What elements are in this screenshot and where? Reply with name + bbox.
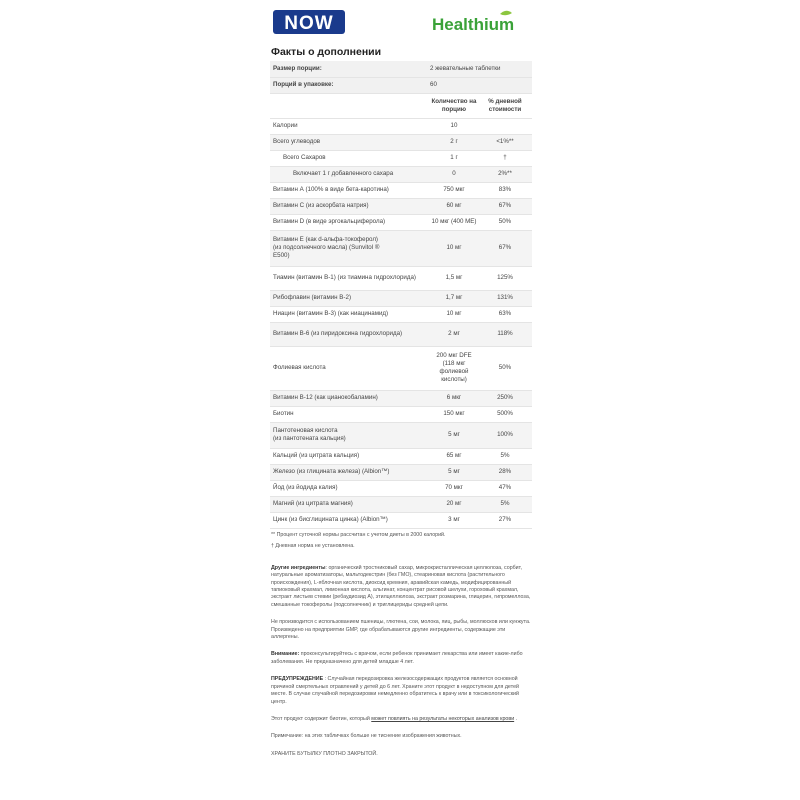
amount-column-header: Количество на порцию bbox=[430, 93, 478, 118]
serving-size-value: 2 жевательные таблетки bbox=[430, 61, 532, 77]
nutrient-name: Цинк (из бисглицината цинка) (Albion™) bbox=[270, 512, 430, 528]
caution-label: ПРЕДУПРЕЖДЕНИЕ bbox=[271, 676, 324, 683]
nutrient-name: Витамин Е (как d-альфа-токоферол) (из подсолнечного масла) (Sunvitol ® E500) bbox=[270, 230, 430, 266]
nutrient-amount: 1,7 мг bbox=[430, 290, 478, 306]
nutrient-amount: 60 мг bbox=[430, 198, 478, 214]
nutrient-daily-value: 63% bbox=[478, 306, 532, 322]
nutrient-daily-value: <1%** bbox=[478, 134, 532, 150]
caution-statement bbox=[271, 676, 533, 706]
nutrient-row bbox=[270, 182, 532, 198]
biotin-statement bbox=[271, 716, 533, 723]
nutrient-amount: 1 г bbox=[430, 150, 478, 166]
nutrient-daily-value: 118% bbox=[478, 322, 532, 346]
biotin-link[interactable]: может повлиять на результаты некоторых анализов крови bbox=[371, 715, 515, 722]
nutrient-row bbox=[270, 290, 532, 306]
nutrient-row bbox=[270, 230, 532, 266]
nutrient-amount: 3 мг bbox=[430, 512, 478, 528]
nutrient-row bbox=[270, 464, 532, 480]
brand-logos bbox=[270, 8, 532, 38]
now-logo bbox=[273, 10, 345, 34]
nutrient-name: Фолиевая кислота bbox=[270, 346, 430, 390]
nutrient-amount: 2 мг bbox=[430, 322, 478, 346]
other-ingredients-label: Другие ингредиенты bbox=[271, 564, 326, 571]
storage-statement: ХРАНИТЕ БУТЫЛКУ ПЛОТНО ЗАКРЫТОЙ. bbox=[271, 750, 378, 757]
nutrient-name: Железо (из глицината железа) (Albion™) bbox=[270, 464, 430, 480]
nutrient-daily-value: 5% bbox=[478, 496, 532, 512]
nutrient-row bbox=[270, 306, 532, 322]
warning-text: проконсультируйтесь с врачом, если ребенок принимает лекарства или имеет какие-либо заболевания. Не предназначено для детей младше 4 лет. bbox=[271, 651, 523, 665]
nutrient-daily-value bbox=[478, 118, 532, 134]
label-notes bbox=[271, 532, 533, 758]
nutrient-daily-value: 83% bbox=[478, 182, 532, 198]
nutrient-name: Витамин В-12 (как цианокобаламин) bbox=[270, 390, 430, 406]
animal-note: Примечание: на этих табличках больше не тиснение изображения животных. bbox=[271, 733, 462, 740]
nutrient-name: Кальций (из цитрата кальция) bbox=[270, 448, 430, 464]
caution-text: : Случайная передозировка железосодержащих продуктов является основной причиной смертельных отравлений у детей до 6 лет. Храните этот продукт в недоступном для детей месте. В случае случайной передозировки немедленно обратитесь к врачу или в токсикологический центр. bbox=[271, 676, 519, 705]
nutrient-amount: 2 г bbox=[430, 134, 478, 150]
nutrient-name: Всего Сахаров bbox=[270, 150, 430, 166]
other-ingredients-text: : органический тростниковый сахар, микрокристаллическая целлюлоза, сорбит, натуральные ароматизаторы, мальтодекстрин (без ГМО), стеариновая кислота (растительного происхождения), L-яблочная кислота, диоксид кремния, аравийская камедь, модифицированный тапиоковый крахмал, лимонная кислота, альгинат, концентрат рисовой шелухи, гороховый крахмал, экстракт листьев стевии (ребаудиозид А), этилцеллюлоза, экстракт розмарина, глицерин, гипромеллоза, смешанные токоферолы (подсолнечник) и триглицериды средней цепи. bbox=[271, 564, 531, 608]
nutrient-row bbox=[270, 198, 532, 214]
nutrient-name: Калории bbox=[270, 118, 430, 134]
nutrient-row bbox=[270, 150, 532, 166]
nutrient-name: Витамин С (из аскорбата натрия) bbox=[270, 198, 430, 214]
nutrient-row bbox=[270, 496, 532, 512]
nutrient-amount: 5 мг bbox=[430, 422, 478, 448]
nutrient-daily-value: 28% bbox=[478, 464, 532, 480]
nutrient-column-header bbox=[270, 93, 430, 118]
nutrient-daily-value: 131% bbox=[478, 290, 532, 306]
nutrient-name: Йод (из йодида калия) bbox=[270, 480, 430, 496]
nutrient-daily-value: 50% bbox=[478, 214, 532, 230]
warning-statement bbox=[271, 651, 533, 666]
nutrient-name: Биотин bbox=[270, 406, 430, 422]
biotin-text-end: . bbox=[514, 715, 518, 722]
nutrient-amount: 200 мкг DFE (118 мкг фолиевой кислоты) bbox=[430, 346, 478, 390]
page-title: Факты о дополнении bbox=[271, 46, 382, 58]
nutrient-name: Включает 1 г добавленного сахара bbox=[270, 166, 430, 182]
daily-value-column-header: % дневной стоимости bbox=[478, 93, 532, 118]
nutrient-amount: 65 мг bbox=[430, 448, 478, 464]
nutrient-daily-value: 5% bbox=[478, 448, 532, 464]
nutrient-amount: 70 мкг bbox=[430, 480, 478, 496]
nutrient-amount: 10 мг bbox=[430, 306, 478, 322]
serving-size-row bbox=[270, 61, 532, 77]
column-header-row bbox=[270, 93, 532, 118]
supplement-facts-table bbox=[270, 61, 532, 529]
nutrient-row bbox=[270, 406, 532, 422]
dagger-footnote: † Дневная норма не установлена. bbox=[271, 543, 355, 550]
servings-per-container-value: 60 bbox=[430, 77, 532, 93]
nutrient-name: Тиамин (витамин В-1) (из тиамина гидрохлорида) bbox=[270, 266, 430, 290]
nutrient-row bbox=[270, 166, 532, 182]
nutrient-amount: 6 мкг bbox=[430, 390, 478, 406]
healthium-logo-text: Healthium bbox=[432, 15, 515, 34]
nutrient-daily-value: † bbox=[478, 150, 532, 166]
nutrient-row bbox=[270, 322, 532, 346]
nutrient-row bbox=[270, 512, 532, 528]
nutrient-row bbox=[270, 390, 532, 406]
allergen-statement: Не производится с использованием пшеницы, глютена, сои, молока, яиц, рыбы, моллюсков или кунжута. Произведено на предприятии GMP, где обрабатываются другие ингредиенты, содержащие эти аллергены. bbox=[271, 619, 531, 641]
nutrient-name: Витамин А (100% в виде бета-каротина) bbox=[270, 182, 430, 198]
healthium-logo bbox=[430, 9, 530, 37]
nutrient-daily-value: 47% bbox=[478, 480, 532, 496]
nutrient-row bbox=[270, 480, 532, 496]
nutrient-row bbox=[270, 266, 532, 290]
other-ingredients bbox=[271, 565, 533, 609]
nutrient-name: Всего углеводов bbox=[270, 134, 430, 150]
nutrient-row bbox=[270, 346, 532, 390]
nutrient-daily-value: 27% bbox=[478, 512, 532, 528]
warning-label: Внимание: bbox=[271, 651, 300, 658]
nutrient-daily-value: 67% bbox=[478, 230, 532, 266]
nutrient-amount: 150 мкг bbox=[430, 406, 478, 422]
nutrient-row bbox=[270, 214, 532, 230]
nutrient-row bbox=[270, 448, 532, 464]
nutrient-row bbox=[270, 422, 532, 448]
servings-per-container-row bbox=[270, 77, 532, 93]
nutrient-daily-value: 67% bbox=[478, 198, 532, 214]
nutrient-amount: 0 bbox=[430, 166, 478, 182]
nutrient-daily-value: 125% bbox=[478, 266, 532, 290]
nutrient-amount: 20 мг bbox=[430, 496, 478, 512]
nutrient-row bbox=[270, 134, 532, 150]
nutrient-name: Рибофлавин (витамин В-2) bbox=[270, 290, 430, 306]
serving-size-label: Размер порции: bbox=[270, 61, 430, 77]
servings-per-container-label: Порций в упаковке: bbox=[270, 77, 430, 93]
dv-footnote: ** Процент суточной нормы рассчитан с учетом диеты в 2000 калорий. bbox=[271, 532, 446, 538]
nutrient-row bbox=[270, 118, 532, 134]
nutrient-name: Витамин D (в виде эргокальциферола) bbox=[270, 214, 430, 230]
nutrient-name: Витамин В-6 (из пиридоксина гидрохлорида) bbox=[270, 322, 430, 346]
biotin-text: Этот продукт содержит биотин, который bbox=[271, 715, 372, 722]
nutrient-amount: 10 мкг (400 МЕ) bbox=[430, 214, 478, 230]
nutrient-daily-value: 100% bbox=[478, 422, 532, 448]
nutrient-daily-value: 500% bbox=[478, 406, 532, 422]
nutrient-daily-value: 2%** bbox=[478, 166, 532, 182]
nutrient-daily-value: 50% bbox=[478, 346, 532, 390]
nutrient-daily-value: 250% bbox=[478, 390, 532, 406]
nutrient-amount: 10 мг bbox=[430, 230, 478, 266]
nutrient-amount: 10 bbox=[430, 118, 478, 134]
nutrient-name: Магний (из цитрата магния) bbox=[270, 496, 430, 512]
nutrient-name: Пантотеновая кислота (из пантотената кальция) bbox=[270, 422, 430, 448]
nutrient-amount: 750 мкг bbox=[430, 182, 478, 198]
nutrient-amount: 5 мг bbox=[430, 464, 478, 480]
nutrient-name: Ниацин (витамин В-3) (как ниацинамид) bbox=[270, 306, 430, 322]
now-logo-text: NOW bbox=[284, 13, 334, 34]
nutrient-amount: 1,5 мг bbox=[430, 266, 478, 290]
